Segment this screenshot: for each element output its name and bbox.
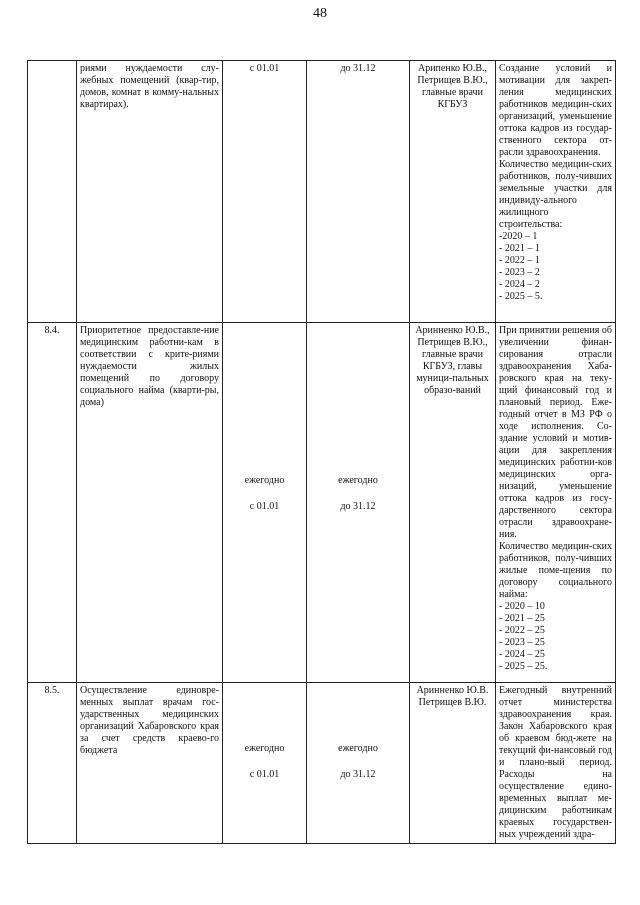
task-description: Осуществление единовре-менных выплат врачам гос-ударственных медицинских организаций Хабаровского края за счет средств краево-го бюджета xyxy=(77,683,223,844)
task-description: Приоритетное предоставле-ние медицинским работни-кам в соответствии с крите-риями нуждаемости жилых помещений по договору социального найма (кварти-ры, дома) xyxy=(77,323,223,683)
responsible-persons: Аринненко Ю.В., Петрищев В.Ю., главные врачи КГБУЗ, главы муници-пальных образо-ваний xyxy=(410,323,496,683)
responsible-persons: Арипенко Ю.В., Петрищев В.Ю., главные врачи КГБУЗ xyxy=(410,61,496,323)
end-date-line: до 31.12 xyxy=(340,769,376,780)
year-target-item: - 2021 – 1 xyxy=(499,243,540,254)
responsible-persons: Аринненко Ю.В. Петрищев В.Ю. xyxy=(410,683,496,844)
result-paragraph: Ежегодный внутренний отчет министерства здравоохранения края. Закон Хабаровского края об краевом бюд-жете на текущий фи-нансовый год и плано-вый период. Расходы на осуществление едино-временных выплат ме-дицинским работникам краевых государствен-ных учреждений здра- xyxy=(499,685,612,840)
result-paragraph: Количество медицин-ских работников, полу-чивших жилые поме-щения по договору социального найма: xyxy=(499,541,612,600)
year-target-item: - 2022 – 25 xyxy=(499,625,545,636)
start-date-line: с 01.01 xyxy=(249,63,280,74)
end-date-line: до 31.12 xyxy=(340,501,376,512)
result-paragraph: Количество медицин-ских работников, полу-чивших земельные участки для индивиду-ального жилищного строительства: xyxy=(499,159,612,230)
year-target-item: - 2025 – 25. xyxy=(499,661,548,672)
year-target-item: -2020 – 1 xyxy=(499,231,538,242)
year-target-item: - 2020 – 10 xyxy=(499,601,545,612)
start-date-line: с 01.01 xyxy=(249,501,280,512)
end-date-line: ежегодно xyxy=(338,743,378,754)
year-target-item: - 2021 – 25 xyxy=(499,613,545,624)
end-date xyxy=(307,61,410,323)
table-row xyxy=(28,323,616,683)
expected-result xyxy=(496,683,616,844)
year-target-item: - 2023 – 25 xyxy=(499,637,545,648)
start-date xyxy=(223,61,307,323)
year-target-list xyxy=(499,601,612,673)
action-plan-table xyxy=(27,60,616,844)
page-number: 48 xyxy=(313,6,327,21)
start-date-line: с 01.01 xyxy=(249,769,280,780)
row-number: 8.4. xyxy=(28,323,77,683)
start-date xyxy=(223,683,307,844)
year-target-item: - 2023 – 2 xyxy=(499,267,540,278)
year-target-item: - 2024 – 25 xyxy=(499,649,545,660)
end-date-line: до 31.12 xyxy=(340,63,376,74)
end-date xyxy=(307,683,410,844)
start-date xyxy=(223,323,307,683)
table-row xyxy=(28,683,616,844)
start-date-line: ежегодно xyxy=(244,743,285,754)
task-description: риями нуждаемости слу-жебных помещений (квар-тир, домов, комнат в комму-нальных квартирах). xyxy=(77,61,223,323)
expected-result xyxy=(496,61,616,323)
year-target-item: - 2022 – 1 xyxy=(499,255,540,266)
year-target-item: - 2025 – 5. xyxy=(499,291,543,302)
expected-result xyxy=(496,323,616,683)
year-target-list xyxy=(499,231,612,303)
end-date xyxy=(307,323,410,683)
row-number: 8.5. xyxy=(28,683,77,844)
row-number xyxy=(28,61,77,323)
table-row xyxy=(28,61,616,323)
start-date-line: ежегодно xyxy=(244,475,285,486)
end-date-line: ежегодно xyxy=(338,475,378,486)
result-paragraph: Создание условий и мотивации для закреп-ления медицинских работников медицин-ских организаций, уменьшение оттока кадров из государ-ственного сектора от-расли здравоохранения. xyxy=(499,63,612,158)
result-paragraph: При принятии решения об увеличении финан-сирования отрасли здравоохранения Хаба-ровского края на теку-щий финансовый год и плановый период. Еже-годный отчет в МЗ РФ о ходе исполнения. Со-здание условий и мотив-ации для закрепления медицинских работни-ков медицинских орга-низаций, уменьшение оттока кадров из госу-дарственного сектора отрасли здравоохране-ния. xyxy=(499,325,612,540)
year-target-item: - 2024 – 2 xyxy=(499,279,540,290)
